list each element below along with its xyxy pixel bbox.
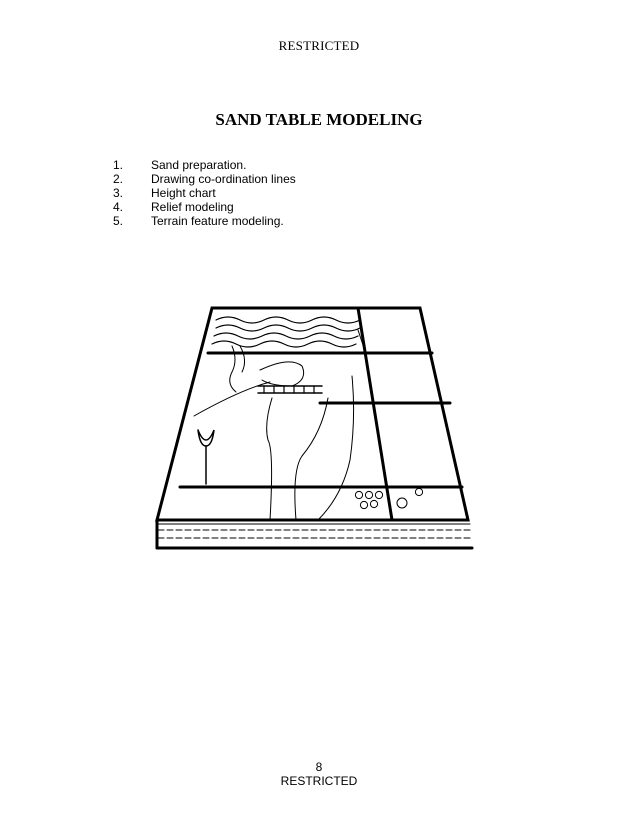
page-title: SAND TABLE MODELING xyxy=(215,110,423,129)
village-icon xyxy=(375,491,382,498)
page-number: 8 xyxy=(315,760,323,774)
water-wave xyxy=(216,317,360,323)
list-item xyxy=(113,172,296,186)
list-item-text: Drawing co-ordination lines xyxy=(151,172,296,186)
list-item-number: 2. xyxy=(113,172,124,186)
list-item xyxy=(113,186,296,200)
water-wave xyxy=(216,325,360,331)
sand-table-diagram xyxy=(150,300,490,560)
road xyxy=(267,398,272,520)
list-item-text: Terrain feature modeling. xyxy=(151,214,284,228)
water-wave xyxy=(212,341,356,347)
village-icon xyxy=(355,491,362,498)
river xyxy=(240,346,245,372)
list-item-text: Height chart xyxy=(151,186,216,200)
road xyxy=(318,376,354,520)
hill xyxy=(260,362,304,386)
list-item-text: Relief modeling xyxy=(151,200,234,214)
list-item-number: 1. xyxy=(113,158,124,172)
list-item-number: 3. xyxy=(113,186,124,200)
village-icon xyxy=(360,501,367,508)
list-item-number: 4. xyxy=(113,200,124,214)
list-item xyxy=(113,158,296,172)
list-item-number: 5. xyxy=(113,214,124,228)
list-item xyxy=(113,200,296,214)
village-icon xyxy=(397,498,407,508)
header-classification: RESTRICTED xyxy=(278,38,360,53)
topic-list xyxy=(113,158,296,228)
road xyxy=(295,398,328,520)
list-item xyxy=(113,214,296,228)
village-icon xyxy=(370,500,377,507)
village-icon xyxy=(415,488,422,495)
village-icon xyxy=(365,491,372,498)
list-item-text: Sand preparation. xyxy=(151,158,247,172)
tree-icon xyxy=(198,430,214,446)
water-wave xyxy=(214,333,358,339)
footer-classification: RESTRICTED xyxy=(280,774,358,788)
